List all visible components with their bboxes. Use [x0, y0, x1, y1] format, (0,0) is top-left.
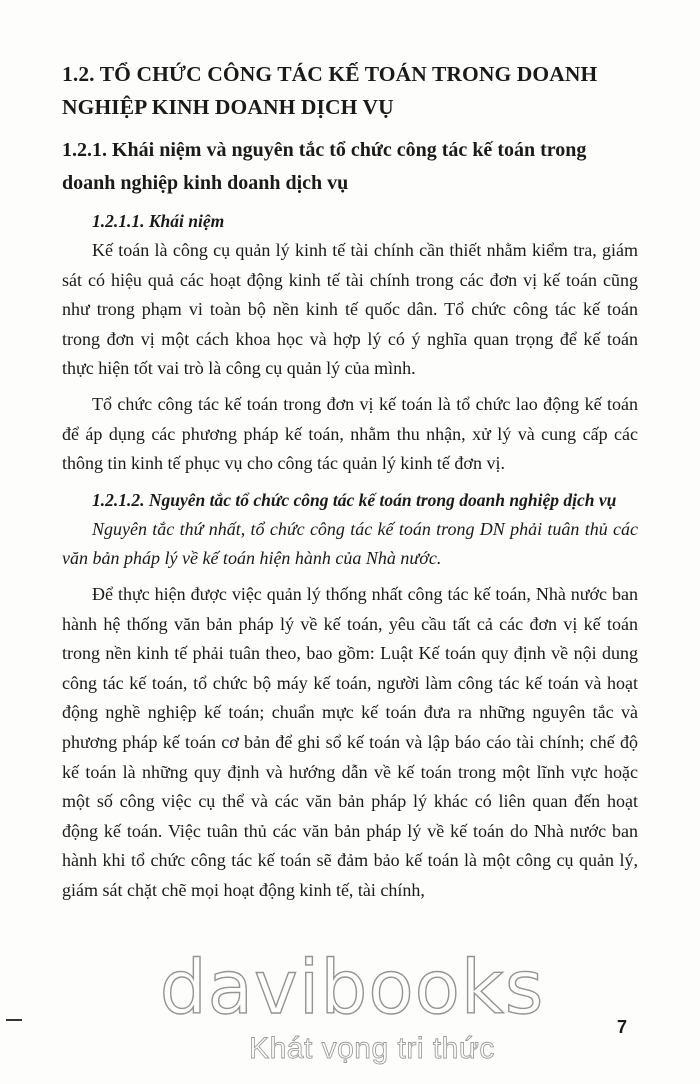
page-content: [62, 58, 638, 905]
concept-paragraph-1: Kế toán là công cụ quản lý kinh tế tài chính cần thiết nhằm kiểm tra, giám sát có hiệu quả các hoạt động kinh tế tài chính trong các đơn vị kế toán cũng như trong phạm vi toàn bộ nền kinh tế quốc dân. Tổ chức công tác kế toán trong đơn vị một cách khoa học và hợp lý có ý nghĩa quan trọng để kế toán thực hiện tốt vai trò là công cụ quản lý của mình.: [62, 240, 638, 379]
principles-heading: 1.2.1.2. Nguyên tắc tổ chức công tác kế toán trong doanh nghiệp dịch vụ: [92, 489, 617, 510]
page-edge-mark: [6, 1019, 22, 1021]
watermark-tagline: Khát vọng tri thức: [249, 1032, 495, 1065]
page-number: 7: [617, 1017, 628, 1037]
section-heading: 1.2. TỔ CHỨC CÔNG TÁC KẾ TOÁN TRONG DOANH NGHIỆP KINH DOANH DỊCH VỤ: [62, 62, 598, 119]
publisher-watermark: [142, 945, 562, 1066]
concept-paragraph-2: Tổ chức công tác kế toán trong đơn vị kế toán là tổ chức lao động kế toán để áp dụng các phương pháp kế toán, nhằm thu nhận, xử lý và cung cấp các thông tin kinh tế phục vụ cho công tác quản lý kinh tế đơn vị.: [62, 393, 638, 474]
watermark-logo: davibooks: [159, 945, 545, 1031]
principles-body: Để thực hiện được việc quản lý thống nhất công tác kế toán, Nhà nước ban hành hệ thống văn bản pháp lý về kế toán, yêu cầu tất cả các đơn vị kế toán trong nền kinh tế phải tuân theo, bao gồm: Luật Kế toán quy định về nội dung công tác kế toán, tổ chức bộ máy kế toán, người làm công tác kế toán và hoạt động nghề nghiệp kế toán; chuẩn mực kế toán đưa ra những nguyên tắc và phương pháp kế toán cơ bản để ghi sổ kế toán và lập báo cáo tài chính; chế độ kế toán là những quy định và hướng dẫn về kế toán trong một lĩnh vực hoặc một số công việc cụ thể và các văn bản pháp lý khác có liên quan đến hoạt động kế toán. Việc tuân thủ các văn bản pháp lý về kế toán do Nhà nước ban hành khi tổ chức công tác kế toán sẽ đảm bảo kế toán là một công cụ quản lý, giám sát chặt chẽ mọi hoạt động kinh tế, tài chính,: [62, 583, 638, 900]
concept-heading: 1.2.1.1. Khái niệm: [92, 211, 225, 231]
subsection-heading: 1.2.1. Khái niệm và nguyên tắc tổ chức công tác kế toán trong doanh nghiệp kinh doanh dịch vụ: [62, 139, 587, 194]
first-principle: Nguyên tắc thứ nhất, tổ chức công tác kế toán trong DN phải tuân thủ các văn bản pháp lý về kế toán hiện hành của Nhà nước.: [62, 518, 638, 569]
